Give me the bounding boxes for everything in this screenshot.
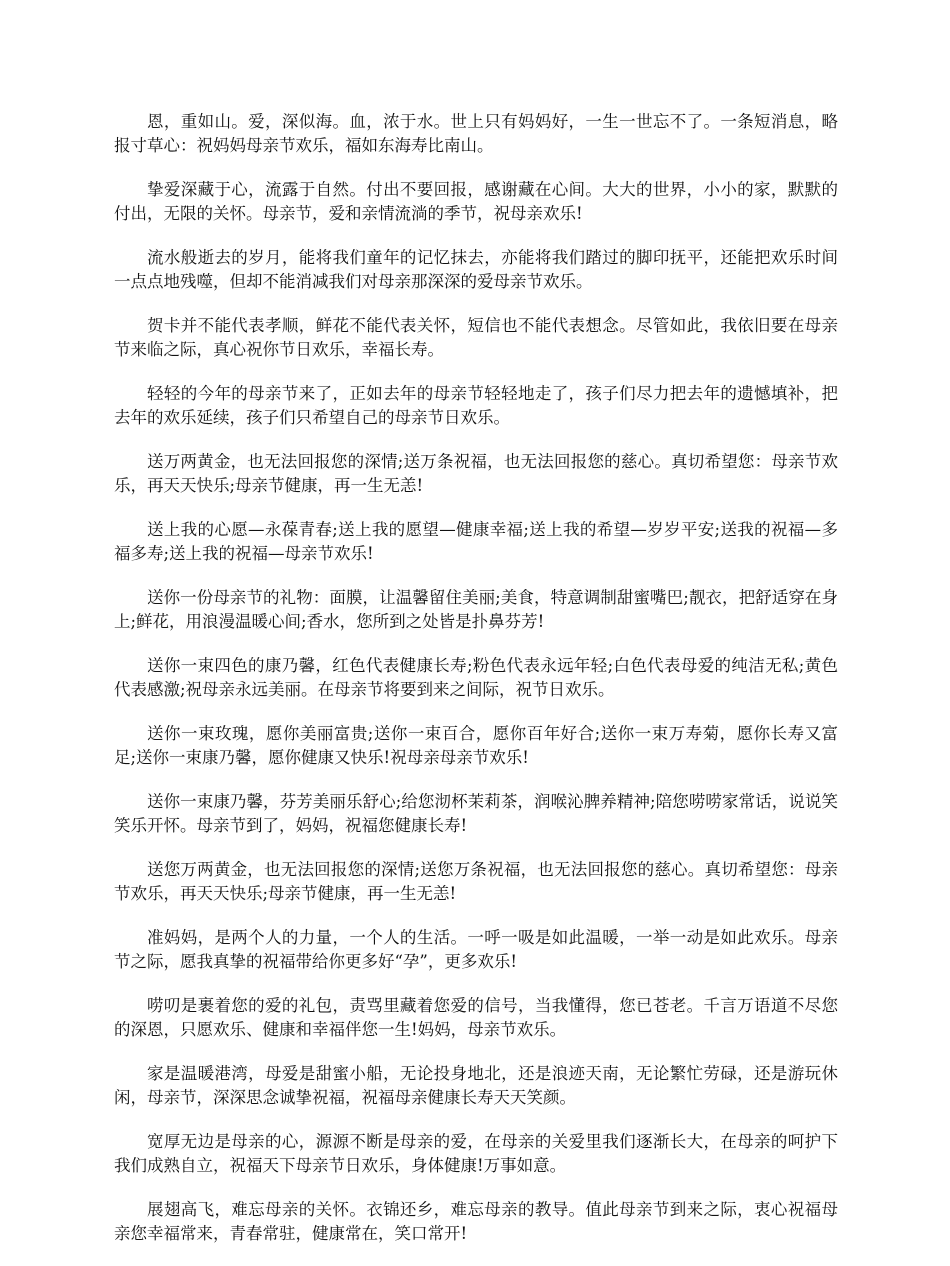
paragraph: 准妈妈，是两个人的力量，一个人的生活。一呼一吸是如此温暖，一举一动是如此欢乐。母亲节之际，愿我真挚的祝福带给你更多好“孕”，更多欢乐! [114, 928, 838, 971]
paragraph: 送上我的心愿—永葆青春;送上我的愿望—健康幸福;送上我的希望—岁岁平安;送我的祝福—多福多寿;送上我的祝福—母亲节欢乐! [114, 520, 838, 563]
paragraph: 流水般逝去的岁月，能将我们童年的记忆抹去，亦能将我们踏过的脚印抚平，还能把欢乐时间一点点地残噬，但却不能消减我们对母亲那深深的爱母亲节欢乐。 [114, 248, 838, 291]
paragraph: 展翅高飞，难忘母亲的关怀。衣锦还乡，难忘母亲的教导。值此母亲节到来之际，衷心祝福母亲您幸福常来，青春常驻，健康常在，笑口常开! [114, 1200, 838, 1243]
paragraph: 家是温暖港湾，母爱是甜蜜小船，无论投身地北，还是浪迹天南，无论繁忙劳碌，还是游玩休闲，母亲节，深深思念诚挚祝福，祝福母亲健康长寿天天笑颜。 [114, 1064, 838, 1107]
paragraph: 挚爱深藏于心，流露于自然。付出不要回报，感谢藏在心间。大大的世界，小小的家，默默的付出，无限的关怀。母亲节，爱和亲情流淌的季节，祝母亲欢乐! [114, 180, 838, 223]
paragraph: 送您万两黄金，也无法回报您的深情;送您万条祝福，也无法回报您的慈心。真切希望您：母亲节欢乐，再天天快乐;母亲节健康，再一生无恙! [114, 860, 838, 903]
paragraph: 送你一束康乃馨，芬芳美丽乐舒心;给您沏杯茉莉茶，润喉沁脾养精神;陪您唠唠家常话，说说笑笑乐开怀。母亲节到了，妈妈，祝福您健康长寿! [114, 792, 838, 835]
paragraph: 恩，重如山。爱，深似海。血，浓于水。世上只有妈妈好，一生一世忘不了。一条短消息，略报寸草心：祝妈妈母亲节欢乐，福如东海寿比南山。 [114, 112, 838, 155]
paragraph: 送万两黄金，也无法回报您的深情;送万条祝福，也无法回报您的慈心。真切希望您：母亲节欢乐，再天天快乐;母亲节健康，再一生无恙! [114, 452, 838, 495]
paragraph: 唠叨是裹着您的爱的礼包，责骂里藏着您爱的信号，当我懂得，您已苍老。千言万语道不尽您的深恩，只愿欢乐、健康和幸福伴您一生!妈妈，母亲节欢乐。 [114, 996, 838, 1039]
paragraph: 轻轻的今年的母亲节来了，正如去年的母亲节轻轻地走了，孩子们尽力把去年的遗憾填补，把去年的欢乐延续，孩子们只希望自己的母亲节日欢乐。 [114, 384, 838, 427]
paragraph: 宽厚无边是母亲的心，源源不断是母亲的爱，在母亲的关爱里我们逐渐长大，在母亲的呵护下我们成熟自立，祝福天下母亲节日欢乐，身体健康!万事如意。 [114, 1132, 838, 1175]
document-body [114, 110, 838, 1266]
paragraph: 送你一份母亲节的礼物：面膜，让温馨留住美丽;美食，特意调制甜蜜嘴巴;靓衣，把舒适穿在身上;鲜花，用浪漫温暖心间;香水，您所到之处皆是扑鼻芬芳! [114, 588, 838, 631]
paragraph: 送你一束四色的康乃馨，红色代表健康长寿;粉色代表永远年轻;白色代表母爱的纯洁无私;黄色代表感激;祝母亲永远美丽。在母亲节将要到来之间际，祝节日欢乐。 [114, 656, 838, 699]
paragraph: 贺卡并不能代表孝顺，鲜花不能代表关怀，短信也不能代表想念。尽管如此，我依旧要在母亲节来临之际，真心祝你节日欢乐，幸福长寿。 [114, 316, 838, 359]
paragraph: 送你一束玫瑰，愿你美丽富贵;送你一束百合，愿你百年好合;送你一束万寿菊，愿你长寿又富足;送你一束康乃馨，愿你健康又快乐!祝母亲母亲节欢乐! [114, 724, 838, 767]
